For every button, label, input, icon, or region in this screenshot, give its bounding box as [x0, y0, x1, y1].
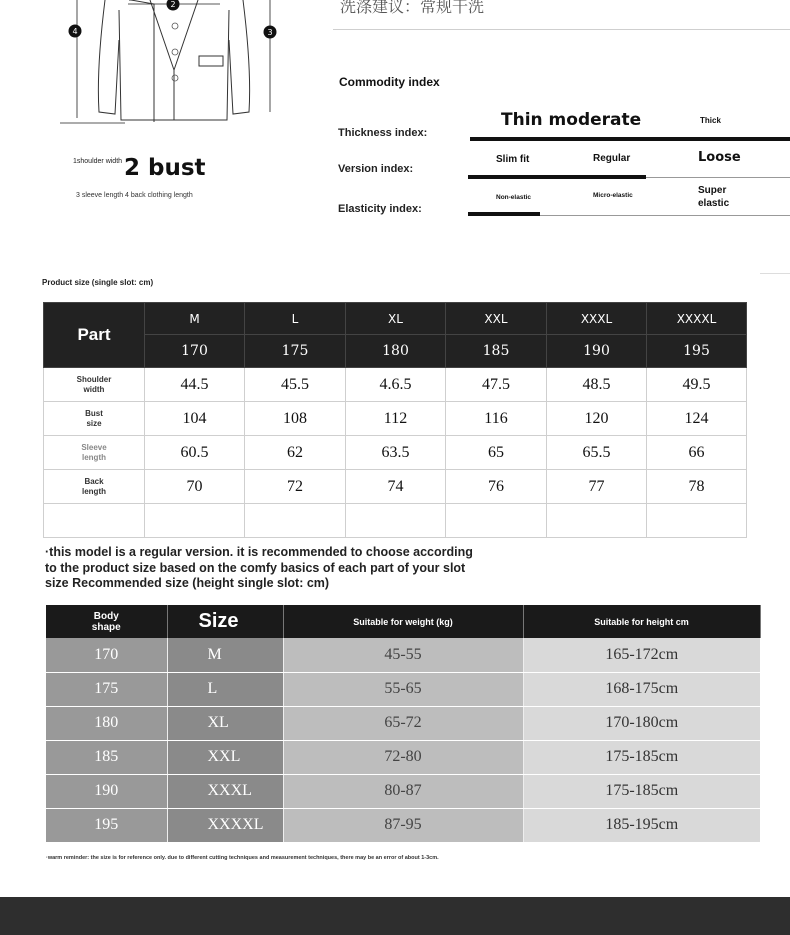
body-shape-cell: 185 — [46, 740, 167, 774]
table-cell: 112 — [346, 402, 446, 436]
table-cell: 63.5 — [346, 436, 446, 470]
table-cell: 108 — [245, 402, 346, 436]
weight-cell: 80-87 — [283, 774, 523, 808]
weight-cell: 45-55 — [283, 638, 523, 672]
weight-cell: 65-72 — [283, 706, 523, 740]
size-cell: XXL — [167, 740, 283, 774]
part-name-text: Bust size — [85, 408, 103, 428]
table-cell: 62 — [245, 436, 346, 470]
warm-reminder: ·warm reminder: the size is for reference only. due to different cutting techniques and measurement techniques, there may be an error of about 1-3cm. — [46, 855, 439, 861]
part-name-text: Back length — [82, 476, 106, 496]
version-indicator-track — [646, 177, 790, 178]
table-cell: 104 — [145, 402, 245, 436]
legend-sleeve-back: 3 sleeve length 4 back clothing length — [76, 192, 193, 199]
table-cell — [145, 504, 245, 538]
version-index-label: Version index: — [338, 163, 414, 175]
legend-bust: 2 bust — [124, 155, 206, 181]
table-cell: 74 — [346, 470, 446, 504]
jacket-outline-icon — [55, 0, 295, 130]
table-cell: 72 — [245, 470, 346, 504]
height-header: 185 — [446, 335, 547, 368]
recommended-header-row — [46, 605, 760, 638]
footer-bar — [0, 897, 790, 935]
table-row — [46, 740, 760, 774]
height-header: 180 — [346, 335, 446, 368]
height-cell: 175-185cm — [523, 740, 760, 774]
table-cell: 78 — [647, 470, 747, 504]
table-cell: 65.5 — [547, 436, 647, 470]
size-header: XXXXL — [647, 303, 747, 335]
size-cell: XL — [167, 706, 283, 740]
size-header: XXL — [446, 303, 547, 335]
table-cell: 44.5 — [145, 368, 245, 402]
part-name-text: Shoulder width — [76, 374, 112, 394]
part-name-back-length — [44, 470, 145, 504]
version-option-slim-fit: Slim fit — [496, 154, 530, 165]
height-header: 175 — [245, 335, 346, 368]
header-weight: Suitable for weight (kg) — [283, 605, 523, 638]
body-shape-cell: 175 — [46, 672, 167, 706]
part-name-text: Sleeve length — [81, 442, 107, 462]
table-cell — [547, 504, 647, 538]
part-name-shoulder-width — [44, 368, 145, 402]
table-cell — [346, 504, 446, 538]
table-cell: 77 — [547, 470, 647, 504]
height-header: 190 — [547, 335, 647, 368]
size-cell: XXXL — [167, 774, 283, 808]
size-header: L — [245, 303, 346, 335]
header-body-shape — [46, 605, 167, 638]
height-header: 170 — [145, 335, 245, 368]
elasticity-option-non-elastic: Non-elastic — [496, 194, 532, 201]
part-header: Part — [44, 303, 145, 368]
thickness-indicator-bar — [470, 137, 790, 141]
thickness-option-thick: Thick — [700, 116, 721, 125]
height-cell: 185-195cm — [523, 808, 760, 842]
size-header-row — [44, 303, 747, 335]
size-header: XL — [346, 303, 446, 335]
weight-cell: 72-80 — [283, 740, 523, 774]
table-cell — [446, 504, 547, 538]
elasticity-option-super-elastic: Super elastic — [698, 185, 730, 209]
part-name-bust-size — [44, 402, 145, 436]
table-cell: 120 — [547, 402, 647, 436]
height-header: 195 — [647, 335, 747, 368]
body-shape-cell: 190 — [46, 774, 167, 808]
table-row — [44, 470, 747, 504]
table-cell: 66 — [647, 436, 747, 470]
thickness-index-label: Thickness index: — [338, 127, 428, 139]
divider — [760, 273, 790, 274]
recommended-size-table — [46, 605, 761, 843]
thickness-option-thin-moderate: Thin moderate — [501, 110, 642, 130]
table-cell: 48.5 — [547, 368, 647, 402]
table-cell: 45.5 — [245, 368, 346, 402]
table-row — [44, 402, 747, 436]
marker-back-length: 4 — [72, 27, 78, 36]
table-cell: 76 — [446, 470, 547, 504]
height-cell: 168-175cm — [523, 672, 760, 706]
size-header: M — [145, 303, 245, 335]
elasticity-indicator-bar — [468, 212, 540, 216]
version-option-regular: Regular — [593, 153, 631, 164]
table-row — [46, 706, 760, 740]
table-cell: 49.5 — [647, 368, 747, 402]
weight-cell: 87-95 — [283, 808, 523, 842]
height-cell: 175-185cm — [523, 774, 760, 808]
size-header: XXXL — [547, 303, 647, 335]
table-row — [46, 672, 760, 706]
table-row — [44, 368, 747, 402]
part-name-sleeve-length — [44, 436, 145, 470]
table-cell: 47.5 — [446, 368, 547, 402]
header-height: Suitable for height cm — [523, 605, 760, 638]
size-cell: M — [167, 638, 283, 672]
version-indicator-bar — [468, 175, 646, 179]
table-cell: 116 — [446, 402, 547, 436]
divider — [333, 29, 790, 30]
weight-cell: 55-65 — [283, 672, 523, 706]
elasticity-indicator-track — [540, 215, 790, 216]
height-header-row — [44, 335, 747, 368]
body-shape-cell: 195 — [46, 808, 167, 842]
table-row — [46, 808, 760, 842]
table-cell: 60.5 — [145, 436, 245, 470]
table-cell — [647, 504, 747, 538]
table-cell: 65 — [446, 436, 547, 470]
table-cell: 4.6.5 — [346, 368, 446, 402]
table-row — [44, 436, 747, 470]
table-row-empty — [44, 504, 747, 538]
washing-advice-cut-text: 洗涤建议：常规干洗 — [340, 0, 485, 16]
elasticity-option-micro-elastic: Micro-elastic — [593, 192, 633, 199]
size-cell: L — [167, 672, 283, 706]
commodity-index-title: Commodity index — [339, 75, 440, 89]
product-size-caption: Product size (single slot: cm) — [42, 278, 154, 287]
table-cell — [44, 504, 145, 538]
height-cell: 165-172cm — [523, 638, 760, 672]
marker-bust: 2 — [170, 0, 176, 9]
table-cell: 124 — [647, 402, 747, 436]
table-row — [46, 638, 760, 672]
body-shape-cell: 180 — [46, 706, 167, 740]
legend-shoulder-width: 1shoulder width — [73, 158, 123, 165]
body-shape-cell: 170 — [46, 638, 167, 672]
elasticity-index-label: Elasticity index: — [338, 203, 422, 215]
header-size: Size — [167, 605, 283, 638]
recommendation-text: ·this model is a regular version. it is recommended to choose according to the product size based on the comfy basics of each part of your slot size Recommended size (height single slot: cm) — [45, 545, 473, 590]
jacket-diagram — [55, 0, 295, 130]
product-size-table — [43, 302, 747, 538]
height-cell: 170-180cm — [523, 706, 760, 740]
table-row — [46, 774, 760, 808]
table-cell: 70 — [145, 470, 245, 504]
version-option-loose: Loose — [698, 150, 741, 165]
header-body-shape-text: Body shape — [91, 610, 121, 633]
size-cell: XXXXL — [167, 808, 283, 842]
table-cell — [245, 504, 346, 538]
marker-sleeve-length: 3 — [267, 28, 273, 37]
